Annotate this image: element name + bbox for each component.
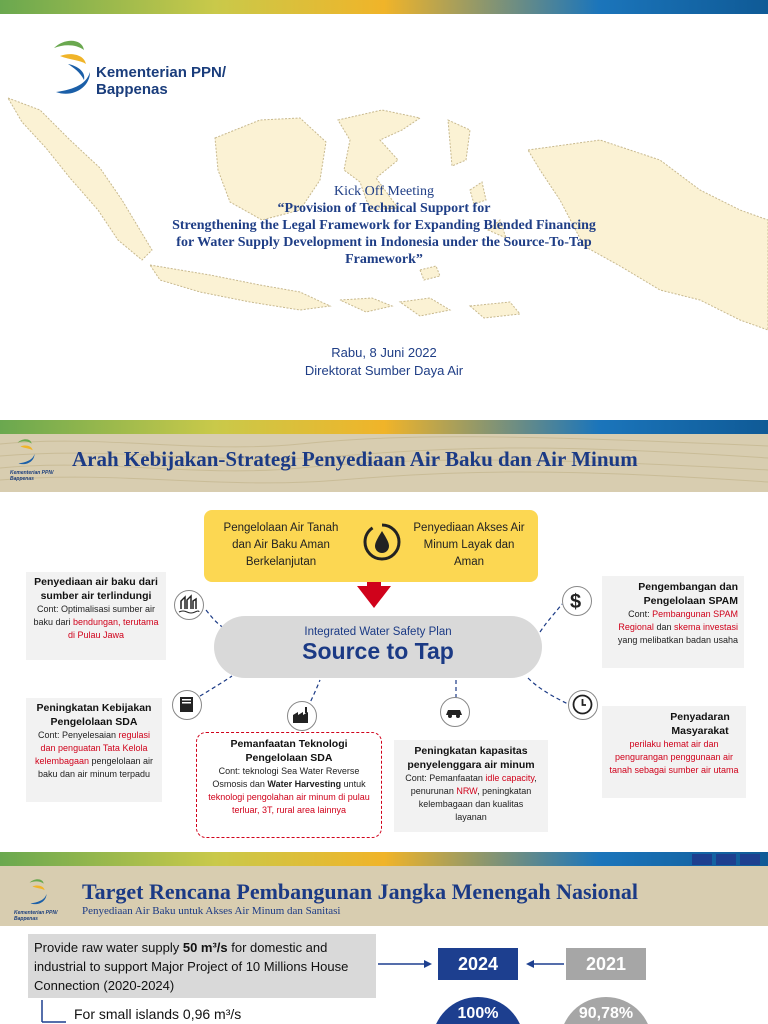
box3-mid: untuk	[341, 779, 366, 789]
goal-drinking-water: Penyediaan Akses Air Minum Layak dan Aman	[413, 522, 525, 568]
yellow-goal-box	[204, 510, 538, 582]
bappenas-logo-icon	[50, 38, 98, 102]
current-percent-circle: 90,78%	[560, 997, 652, 1024]
box5-highlight2: skema investasi	[673, 622, 738, 632]
box-raw-water-source	[26, 572, 166, 660]
box5-mid: dan	[653, 622, 674, 632]
box-public-awareness	[602, 706, 746, 798]
box3-body	[205, 765, 373, 817]
box5-body	[608, 608, 738, 647]
water-drop-icon	[362, 522, 402, 562]
slide3-subtitle: Penyediaan Air Baku untuk Akses Air Minum dan Sanitasi	[82, 905, 341, 917]
small-islands-note: For small islands 0,96 m³/s	[74, 1006, 242, 1022]
pill-subtitle: Integrated Water Safety Plan	[304, 626, 452, 638]
box6-highlight: perilaku hemat air dan pengurangan penggunaan air tanah sebagai sumber air utama	[609, 739, 739, 775]
svg-text:$: $	[570, 591, 582, 613]
box5-tail: yang melibatkan badan usaha	[617, 635, 738, 645]
target-text-b: for domestic and industrial to support Major Project of 10 Millions House Connection (2020-2024)	[34, 940, 349, 993]
box5-heading: Pengembangan dan Pengelolaan SPAM	[638, 581, 738, 607]
slide-strategy	[0, 420, 768, 852]
target-text-a: Provide raw water supply	[34, 940, 183, 955]
year-target-badge: 2024	[438, 948, 518, 980]
target-percent-circle: 100%	[432, 997, 524, 1024]
slide2-title: Arah Kebijakan-Strategi Penyediaan Air Baku dan Air Minum	[72, 447, 638, 471]
box3-cont: Cont: teknologi Sea Water Reverse Osmosis dan	[212, 766, 360, 789]
slide-kickoff	[0, 0, 768, 420]
top-stripe	[0, 0, 768, 14]
slide-rpjmn-target	[0, 852, 768, 1024]
box3-bold: Water Harvesting	[267, 779, 342, 789]
mini-logo-line1: Kementerian PPN/	[10, 470, 54, 476]
mini-logo-line2: Bappenas	[10, 476, 34, 482]
box4-cont: Cont: Pemanfaatan	[405, 773, 486, 783]
bappenas-logo	[50, 38, 250, 102]
box4-heading: Peningkatan kapasitas penyelenggara air minum	[407, 745, 535, 771]
mini-logo-line2: Bappenas	[14, 916, 38, 922]
kickoff-title	[100, 183, 668, 268]
box5-highlight1: Pembangunan SPAM Regional	[618, 609, 738, 632]
box2-cont: Cont: Penyelesaian	[37, 730, 119, 740]
title-line1: Kick Off Meeting	[333, 184, 435, 199]
box5-cont: Cont:	[628, 609, 653, 619]
target-flow-value: 50 m³/s	[182, 940, 228, 955]
box-spam-development	[602, 576, 744, 668]
box1-heading: Penyediaan air baku dari sumber air terlindungi	[34, 576, 158, 602]
logo-line1: Kementerian PPN/	[96, 64, 227, 81]
box1-cont: Cont: Optimalisasi sumber air baku dari	[33, 604, 156, 627]
goal-groundwater: Pengelolaan Air Tanah dan Air Baku Aman Berkelanjutan	[223, 522, 339, 568]
book-icon	[172, 690, 202, 720]
title-line2: “Provision of Technical Support for	[277, 201, 491, 216]
box2-tail: pengelolaan air baku dan air minum terpadu	[37, 756, 154, 779]
water-source-icon	[174, 590, 204, 620]
title-line4: for Water Supply Development in Indonesia under the Source-To-Tap	[176, 235, 592, 250]
box-sda-technology	[196, 732, 382, 838]
dollar-icon	[562, 586, 592, 616]
clock-icon	[568, 690, 598, 720]
mini-logo-line1: Kementerian PPN/	[14, 910, 58, 916]
box3-highlight: teknologi pengolahan air minum di pulau terluar, 3T, rural area lainnya	[208, 792, 370, 815]
meeting-date-block	[0, 344, 768, 380]
box2-body	[32, 729, 156, 781]
box4-body	[402, 772, 540, 824]
target-arrows	[0, 852, 768, 1024]
box6-heading: Penyadaran Masyarakat	[670, 711, 730, 737]
slide3-title: Target Rencana Pembangunan Jangka Menengah Nasional	[82, 879, 638, 904]
source-to-tap-pill	[214, 616, 542, 678]
title-line5: Framework”	[345, 252, 423, 267]
factory-icon	[287, 701, 317, 731]
box3-heading: Pemanfaatan Teknologi Pengelolaan SDA	[230, 738, 348, 764]
box4-highlight2: NRW	[456, 786, 478, 796]
box4-tail: , peningkatan kelembagaan dan kualitas layanan	[418, 786, 532, 822]
logo-line2: Bappenas	[96, 81, 168, 98]
box4-highlight1: idle capacity	[485, 773, 535, 783]
box2-highlight: regulasi dan penguatan Tata Kelola kelembagaan	[34, 730, 151, 766]
directorate-name: Direktorat Sumber Daya Air	[304, 363, 464, 378]
box-operator-capacity	[394, 740, 548, 832]
car-icon	[440, 697, 470, 727]
box2-heading: Peningkatan Kebijakan Pengelolaan SDA	[36, 702, 152, 728]
pill-title: Source to Tap	[302, 638, 454, 664]
box4-mid: , penurunan	[410, 773, 537, 796]
year-current-badge: 2021	[566, 948, 646, 980]
box1-body	[32, 603, 160, 642]
box-sda-policy	[26, 698, 162, 802]
meeting-date: Rabu, 8 Juni 2022	[331, 345, 437, 360]
title-line3: Strengthening the Legal Framework for Expanding Blended Financing	[172, 218, 596, 233]
box1-highlight: bendungan, terutama di Pulau Jawa	[67, 617, 159, 640]
